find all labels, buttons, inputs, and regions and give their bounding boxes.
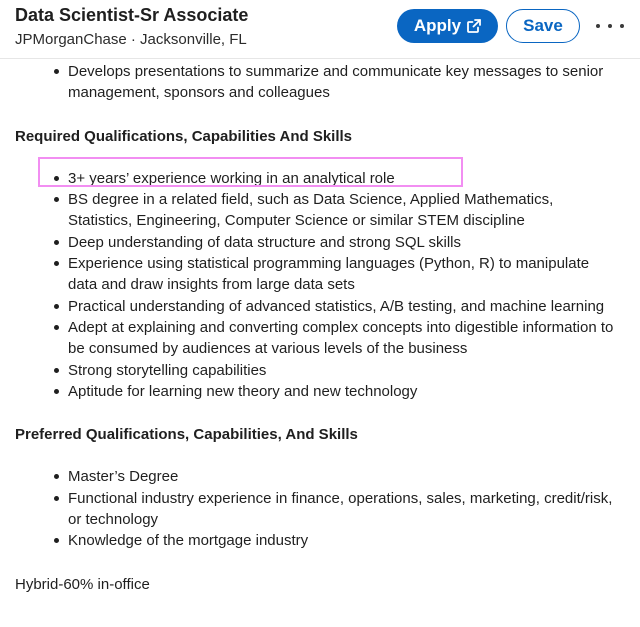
list-item: Knowledge of the mortgage industry [0, 530, 640, 551]
list-item: Functional industry experience in finance, operations, sales, marketing, credit/risk, or technology [0, 488, 640, 531]
job-title: Data Scientist-Sr Associate [15, 5, 249, 25]
apply-button-label: Apply [413, 16, 462, 35]
job-header [0, 0, 640, 59]
job-description [0, 58, 640, 595]
list-item: Deep understanding of data structure and strong SQL skills [0, 232, 640, 253]
job-subtitle: JPMorganChase · Jacksonville, FL [15, 31, 247, 48]
list-item: 3+ years’ experience working in an analytical role [0, 168, 640, 189]
required-heading: Required Qualifications, Capabilities And Skills [15, 127, 353, 145]
list-item: Strong storytelling capabilities [0, 360, 640, 381]
list-item: Practical understanding of advanced statistics, A/B testing, and machine learning [0, 296, 640, 317]
list-item: Adept at explaining and converting complex concepts into digestible information to be consumed by audiences at various levels of the business [0, 317, 640, 360]
responsibilities-list [0, 61, 640, 104]
work-mode-text: Hybrid-60% in-office [15, 575, 150, 593]
required-list [0, 168, 640, 402]
external-link-icon [467, 19, 481, 33]
apply-button[interactable] [397, 9, 498, 43]
list-item: Develops presentations to summarize and communicate key messages to senior management, sponsors and colleagues [0, 61, 640, 104]
more-options-icon[interactable] [596, 14, 624, 38]
list-item: Experience using statistical programming languages (Python, R) to manipulate data and draw insights from large data sets [0, 253, 640, 296]
preferred-heading: Preferred Qualifications, Capabilities, And Skills [15, 426, 358, 444]
list-item: Master’s Degree [0, 466, 640, 487]
preferred-list [0, 466, 640, 551]
list-item: Aptitude for learning new theory and new technology [0, 381, 640, 402]
save-button[interactable]: Save [506, 9, 580, 43]
list-item: BS degree in a related field, such as Data Science, Applied Mathematics, Statistics, Engineering, Computer Science or similar STEM discipline [0, 189, 640, 232]
